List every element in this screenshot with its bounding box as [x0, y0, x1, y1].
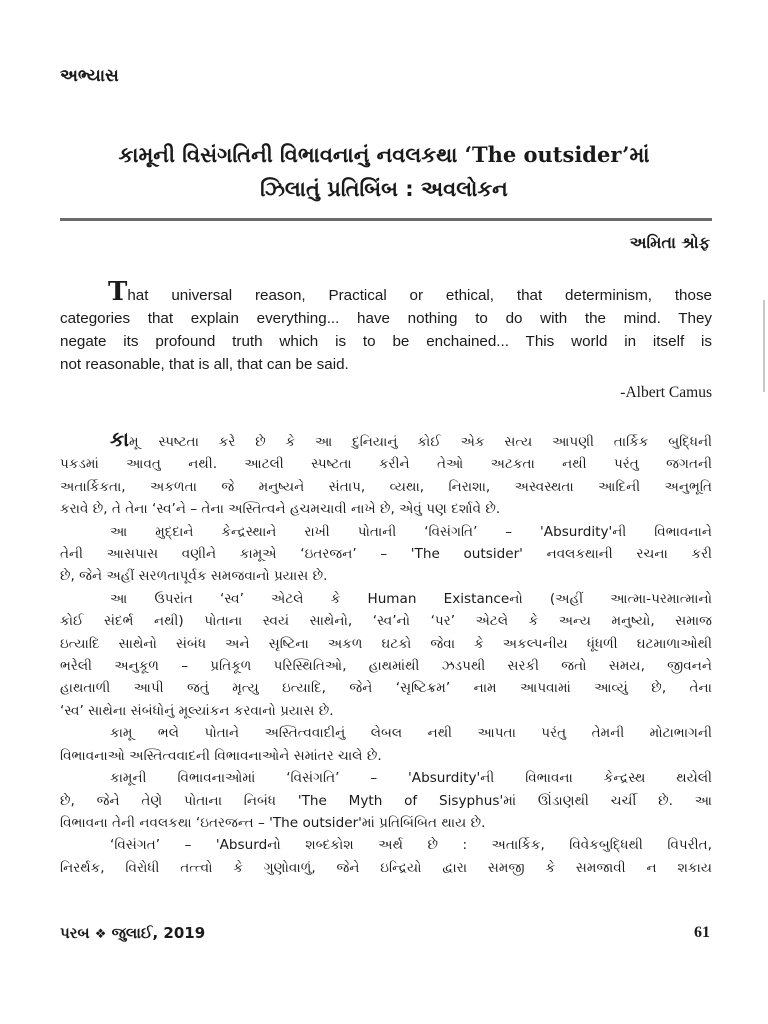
body-line: આ ઉપરાંત ‘સ્વ’ એટલે કે Human Existanceનો (અહીં આત્મા-પરમાત્માનો [110, 590, 712, 607]
body-line: તેની આસપાસ વણીને કામૂએ ‘ઇતરજન’ – 'The outsider' નવલકથાની રચના કરી [60, 546, 712, 563]
title-line-1-prefix: કામૂની વિસંગતિની વિભાવનાનું નવલકથા [118, 143, 458, 167]
lead-letters: કા [110, 428, 130, 451]
footer-journal-info [60, 924, 205, 942]
body-line: કામૂ ભલે પોતાને અસ્તિત્વવાદીનું લેબલ નથી આપતા પરંતુ તેમની મોટાભાગની [110, 725, 712, 742]
epigraph-line: That universal reason, Practical or ethical, that determinism, those [108, 277, 712, 307]
section-label: અભ્યાસ [60, 66, 119, 86]
body-line: હાથતાળી આપી જતું મૃત્યુ ઇત્યાદિ, જેને ‘સૃષ્ટિક્રમ’ નામ આપવામાં આવ્યું છે, તેના [60, 680, 712, 697]
body-line: ‘સ્વ’ સાથેના સંબંધોનું મૂલ્યાંકન કરવાનો પ્રયાસ છે. [60, 702, 334, 719]
epigraph-attribution: -Albert Camus [620, 384, 712, 401]
body-line: નિરર્થક, વિરોધી તત્ત્વો કે ગુણોવાળું, જેને ઇન્દ્રિયો દ્વારા સમજી કે સમજાવી ન શકાય [60, 859, 712, 876]
title-divider [60, 218, 712, 221]
body-line: કોઈ સંદર્ભ નથી) પોતાના સ્વયં સાથેનો, ‘સ્વ’નો ‘પર’ એટલે કે અન્ય મનુષ્યો, સમાજ [60, 613, 712, 630]
title-line-2: ઝિલાતું પ્રતિબિંબ : અવલોકન [260, 177, 508, 201]
paragraph-6 [60, 834, 712, 879]
body-line: પકડમાં આવતુ નથી. આટલી સ્પષ્ટતા કરીને તેઓ અટકતા નથી પરંતુ જગતની [60, 456, 712, 473]
body-line: ભરેલી અનુકૂળ – પ્રતિકૂળ પરિસ્થિતિઓ, હાથમાંથી ઝડપથી સરકી જતો સમય, જીવનને [60, 658, 712, 675]
paragraph-1 [60, 428, 712, 521]
body-line: કામૂની વિભાવનાઓમાં ‘વિસંગતિ’ – 'Absurdity'ની વિભાવના કેન્દ્રસ્થ થયેલી [110, 770, 712, 787]
body-line: આ મુદ્દાને કેન્દ્રસ્થાને રાખી પોતાની ‘વિસંગતિ’ – 'Absurdity'ની વિભાવનાને [110, 523, 712, 540]
author-name: અમિતા શ્રોફ [629, 233, 710, 252]
issue-date: જુલાઈ, 2019 [111, 924, 206, 942]
paragraph-2 [60, 521, 712, 588]
scrollbar-thumb[interactable] [763, 300, 765, 392]
paragraph-5 [60, 767, 712, 834]
body-line: કરાવે છે, તે તેના ‘સ્વ’ને – તેના અસ્તિત્વને હચમચાવી નાખે છે, એવું પણ દર્શાવે છે. [60, 501, 501, 518]
epigraph-line: not reasonable, that is all, that can be said. [60, 356, 349, 373]
body-line: કામૂ સ્પષ્ટતા કરે છે કે આ દુનિયાનું કોઈ એક સત્ય આપણી તાર્કિક બુદ્ધિની [110, 428, 712, 451]
article-title [40, 138, 728, 206]
body-line: વિભાવનાઓ અસ્તિત્વવાદની વિભાવનાઓને સમાંતર ચાલે છે. [60, 747, 382, 764]
body-line: વિભાવના તેની નવલકથા ‘ઇતરજન્ત – 'The outsider'માં પ્રતિબિંબિત થાય છે. [60, 814, 486, 831]
title-line-1 [40, 138, 728, 172]
body-line: છે, જેને અહીં સરળતાપૂર્વક સમજવાનો પ્રયાસ છે. [60, 568, 328, 585]
journal-name: પરબ [60, 924, 90, 942]
body-line: ઇત્યાદિ સાથેનો સંબંધ અને સૃષ્ટિના અકળ ઘટકો જેવા કે અકલ્પનીય ધૂંધળી ઘટમાળાઓથી [60, 635, 712, 652]
title-english-part: ‘The outsider’ [464, 142, 630, 167]
paragraph-4 [60, 722, 712, 767]
epigraph-line: categories that explain everything... have nothing to do with the mind. They [60, 310, 712, 327]
body-line: છે, જેને તેણે પોતાના નિબંધ 'The Myth of Sisyphus'માં ઊંડાણથી ચર્ચી છે. આ [60, 792, 712, 809]
epigraph-dropcap: T [108, 277, 128, 307]
body-line: ‘વિસંગત’ – 'Absurdનો શબ્દકોશ અર્થ છે : અતાર્કિક, વિવેકબુદ્ધિથી વિપરીત, [110, 837, 712, 854]
paragraph-3 [60, 588, 712, 722]
epigraph [60, 277, 712, 376]
article-body [60, 428, 712, 879]
body-line: અતાર્કિકતા, અકળતા જે મનુષ્યને સંતાપ, વ્યથા, નિરાશા, અસ્વસ્થતા આદિની અનુભૂતિ [60, 478, 712, 495]
title-line-1-suffix: માં [629, 143, 650, 167]
page-number: 61 [694, 924, 710, 941]
epigraph-line: negate its profound truth which is to be enchained... This world in itself is [60, 333, 712, 350]
ornament-icon: ❖ [94, 927, 107, 942]
